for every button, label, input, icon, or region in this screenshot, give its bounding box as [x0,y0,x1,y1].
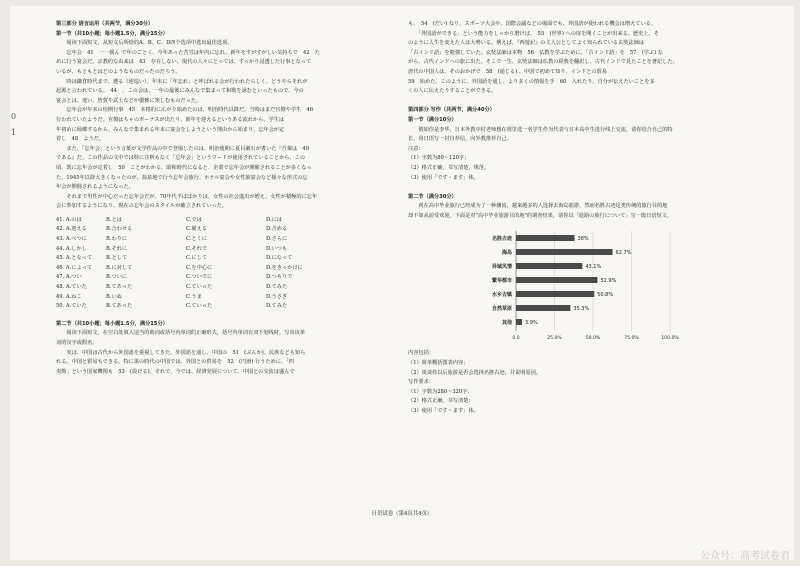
text-line: いるが、もともとはどのようなものだったのだろう。 [56,68,181,75]
option-choice: B.てあった [106,303,133,310]
section-heading: 第四部分 写作（共两节，满分40分） [408,107,495,114]
text-line: （3）使用「です・ます」体。 [408,408,479,415]
section-heading: 第三部分 语言运用（共两节，满分30分） [56,21,154,27]
margin-mark: 0 [11,112,17,121]
right-column [408,20,784,417]
section-heading: 第一节（共10小题；每小题1.5分，满分15分） [56,30,168,37]
option-choice: B.わりに [106,236,128,243]
option-choice: C.では [186,216,202,223]
section-heading: 第二节（共10小题；每小题1.5分，满分15分） [56,320,168,327]
option-row [56,264,404,274]
text-line: 现在高中毕业旅行已经成为了一种潮流，越来越多的人选择去海岛旅游，然而名胜古迹这类传统的旅行目的地 [408,203,668,210]
option-choice: D.には [266,216,282,223]
tick-label: 75.0% [624,336,639,342]
option-choice: C.ついでに [186,274,213,281]
text-line: 頃、既に忘年会が定着し 50 ことがわかる。昭和時代になると、企業で忘年会が開催されることが多くなっ [56,164,312,171]
text-line: 着し 48 ようだ。 [56,136,105,143]
text-line: 会に参加するようになり、現在の忘年会のスタイルが確立されていった。 [56,203,228,210]
option-choice: C.にして [186,255,207,262]
option-choice: B.ついに [106,274,128,281]
left-bottom-text [56,320,404,378]
option-row [56,225,404,235]
category-label: 海岛 [501,250,512,257]
option-choice: B.いぬ [106,293,122,300]
option-row [56,216,404,226]
text-line [408,97,784,107]
text-line: それまで男性が中心だった忘年会だが、70年代半ばばかりは、女性の社会進出が増え、女性が積極的に忘年 [56,193,318,200]
option-choice: C.を中心に [186,264,213,271]
category-label: 其他 [501,320,512,327]
bar [516,277,597,283]
left-column [56,20,404,377]
text-line: 词的汉字或假名。 [56,340,98,346]
watermark: 公众号：高考试卷君 [700,551,790,562]
option-choice: 49. A.ねこ [56,293,82,300]
option-choice: 41. A.のは [56,216,82,223]
option-choice: 43. A.べつに [56,236,87,243]
section-heading: 第一节（满分10分） [408,116,457,123]
option-choice: C.とくに [186,236,207,243]
option-choice: D.うさぎ [266,293,288,300]
text-line [408,183,784,193]
left-top-text [56,20,404,212]
option-choice: D.つもりで [266,274,293,281]
category-label: 异域风情 [491,264,512,271]
option-row [56,235,404,245]
option-choice: C.それで [186,245,207,252]
text-line: 唐代の中国人は、そのおかげで 58 (通じる) 、中国で初めて知り、インドとの貿易 [408,68,608,75]
text-line: （2）谈谈你以后旅游是否会选择名胜古迹，并说明原因。 [408,369,541,376]
option-choice: C.ていった [186,284,213,291]
text-line: 长，用日语写一封自荐信，向外教推荐自己。 [408,136,512,143]
tick-label: 25.0% [547,336,562,342]
text-line: 年会が開催されるようになった。 [56,184,134,191]
category-label: 名胜古迹 [491,236,512,243]
value-label: 62.7% [615,250,632,257]
options-list [56,216,404,312]
value-label: 43.1% [585,264,602,271]
bar [516,249,613,255]
text-line: （1）简单概括图表内容； [408,360,469,367]
text-line: 忘年会が年末の恒例行事 45 本格的に広がり始めたのは、明治時代以降だ。当時はまだ官僚や学生 46 [56,107,314,114]
text-line: 年初めに帰郷するから、みんなで集まれる年末に宴会をしようという理由から始まり、忘年会が定 [56,126,285,133]
option-row [56,302,404,312]
text-line: （2）格式正确，书写清楚； [408,398,474,405]
right-top-text [408,20,784,221]
option-choice: 46. A.によって [56,264,93,271]
option-choice: C.うま [186,293,202,300]
category-label: 自然草原 [491,306,512,313]
text-line: も、 54 (だい) なり、スポーツ大会や、国際会議などの場面でも、外国語が使われる機会は増えている。 [408,21,657,27]
option-row [56,293,404,303]
option-choice: 48. A.ていた [56,284,87,291]
option-choice: B.てあった [106,284,133,291]
option-choice: B.とは [106,216,122,223]
text-line: 起源と言われている。 44 、この会は、一年の最後にみんなで集まって和歌を詠むといったもので、今の [56,88,304,95]
option-choice: 44. A.しかし [56,245,87,252]
option-choice: 47. A.つい [56,274,82,281]
survey-bar-chart [408,227,784,347]
text-line: 「古インド語」を勉強していた。玄奘法師は本物 56 仏教を学ぶために、「古インド語」を 57 (学ぶ) な [408,49,663,56]
text-line: 59 始めた。このように、外国語を通し、より多くの情報を手 60 入れたり、自分が伝えたいことを多 [408,78,655,85]
exam-page [10,6,794,560]
category-label: 繁华都市 [491,278,512,285]
right-bottom-text [408,349,784,416]
text-line: 注意： [408,145,424,152]
tick-label: 0.0 [512,336,520,342]
text-line: た。1945年以降大きくなったのが、温泉地で行う忘年会旅行、ホテル宴会や女性旅宴会など様々な形式の忘 [56,174,308,181]
option-choice: 45. A.となって [56,255,93,262]
option-choice: D.をきっかけに [266,264,303,271]
text-line: くの人に伝えたりすることができる。 [408,88,497,95]
text-line: 行われていたようだ。官僚はちゃのボーナスが出たり、新年を迎えるというある流れから、学生は [56,116,285,123]
bar [516,263,582,269]
text-line: 「外国語ができる」という能力をしっかり磨けば、 55 (世界) への扉を開くことが出来る。歴史上、そ [408,30,659,37]
text-line: 時は鎌倉時代まで、遡る（逆巡い）。年末に「年忘れ」と呼ばれる会が行われたらしく、どうやらそれが [56,78,308,85]
text-line: 阅读下面短文，从短文后所给的A、B、C、D四个选项中选出最佳选项。 [56,40,233,47]
value-label: 35.3% [573,306,590,313]
survey-chart [408,227,784,347]
text-line: また、「忘年会」という言葉が文学作品の中で登場したのは、明治後期に夏目漱石が書いた『吾輩は 49 [56,145,310,152]
text-line: である』だ。この作品の文中では特に注釈もなく「忘年会」というワードが使用されていることから、この [56,155,306,162]
page-footer: 日语试卷（第4页共4页） [371,511,433,517]
option-choice: B.に対して [106,264,133,271]
option-choice: 42. A.迎える [56,226,87,233]
option-choice: B.として [106,255,128,262]
option-choice: D.てみた [266,303,288,310]
option-choice: C.備える [186,226,207,233]
bar [516,305,570,311]
option-choice: 50. A.ていた [56,303,87,310]
option-choice: D.含める [266,226,288,233]
text-line: 宴会とは、違い、皆賀や武士などが優雅に楽しむものだった。 [56,97,202,104]
text-line: 阅读下面短文，在空白处填入适当的助词或括号内单词的正确形式，括号内单词有双下划线时，写出该单 [56,330,306,337]
text-line: 却不如从前受欢迎。下面是对"高中毕业旅游目的地"的调查结果，请你以「進路の旅行について」写一篇日语短文。 [408,212,673,219]
option-choice: C.ていった [186,303,213,310]
section-heading: 第二节（满分30分） [408,193,457,200]
text-line: 假如你是李华，日本外教中村老师想在班里选一名学生作为代表与日本高中生进行线上交流，请你结合自己的特 [408,126,673,133]
tick-label: 100.0% [661,336,679,342]
text-line: 実は、中国は古代から外国語を重視してきた。外国語を通し、中国の 51 (ぶんか)、民族なども知ら [56,349,306,356]
text-line: のように人生を変えた人は大勢いる。例えば、『西遊記』の主人公としてよく知られている玄奘法師は [408,40,645,47]
value-label: 38% [577,236,589,243]
text-line: （2）格式正确，书写清楚，规范； [408,164,490,171]
text-line: 内容包括： [408,350,434,357]
bar [516,235,575,241]
option-choice: D.いつも [266,245,288,252]
option-choice: D.てみた [266,284,288,291]
text-line: れる。中国と貿易もできる。特に果の時代の中国では、外国との貿易を 52 (円滑) 行うために、「四 [56,359,294,366]
option-row [56,273,404,283]
option-row [56,283,404,293]
text-line: 忘年会 41 一一親ん で年のごとく、今年あった苦労は年内に忘れ、新年をすがすがしい気持ちで 42 た [56,49,320,56]
text-line: 夷館」という国家機関も 53 (設ける)。それで、今では、経済発展について、中国との交流は盛んで [56,368,295,375]
value-label: 52.9% [600,278,617,285]
text-line: （1）字数为80～120字； [408,155,470,162]
category-label: 水乡古镇 [491,292,512,299]
option-choice: B.合わせる [106,226,133,233]
option-row [56,254,404,264]
bar [516,319,522,325]
option-choice: D.になって [266,255,293,262]
value-label: 3.9% [525,320,538,327]
bar [516,291,594,297]
tick-label: 50.0% [585,336,601,342]
text-line: がら、古代インドへの旅に出た。そこで一生、玄奘法師は仏教の経典を翻訳し、古代インドで見たことを著記した。 [408,59,678,66]
option-choice: B.それに [106,245,128,252]
text-line: （1）字数为280～320字； [408,388,473,395]
value-label: 50.8% [597,292,614,299]
option-row [56,245,404,255]
text-line: めに行う宴会だ。宗教的な由来は 43 存在しない。現代の人々にとっては、すっかり浸透した行事となって [56,59,312,66]
text-line: （3）使用「です・ます」体。 [408,174,479,181]
option-choice: D.さらに [266,236,288,243]
text-line: 写作要求： [408,379,434,386]
margin-mark: 1 [11,128,17,137]
